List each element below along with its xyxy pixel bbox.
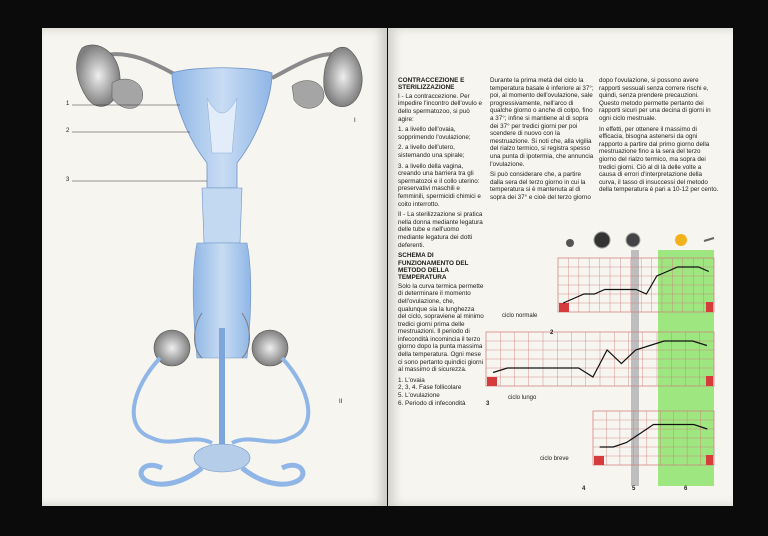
menses-block xyxy=(487,377,497,386)
number-6: 6 xyxy=(684,486,688,492)
ciclo-lungo-label: ciclo lungo xyxy=(508,395,537,401)
paragraph: 1. a livello dell'ovaia, sopprimendo l'ovulazione; xyxy=(398,126,471,141)
number-4: 4 xyxy=(582,486,586,492)
right-ovary xyxy=(324,47,362,106)
number-3: 3 xyxy=(486,401,490,407)
label-i: I xyxy=(354,118,356,124)
ciclo-normale-label: ciclo normale xyxy=(502,313,538,319)
ovary-icons-row xyxy=(566,232,714,248)
menses-block xyxy=(706,376,713,386)
right-ovary-lobe xyxy=(292,81,324,109)
paragraph: Durante la prima metà del ciclo la temperatura basale è inferiore ai 37°; poi, al momento dell'ovulazione, sale progressivamente, nell'arco di qualche giorno o anche di colpo, fino a 37°; infine si mantiene al di sopra dei 37° per tredici giorni per poi scendere di nuovo con la mestruazione. Si noti che, alla vigilia del rialzo termico, si registra spesso una punta di ipotermia, che annuncia l'ovulazione. xyxy=(490,77,594,168)
legend-item: 6. Periodo di infecondità xyxy=(398,399,466,407)
vagina xyxy=(202,188,242,243)
paragraph: II - La sterilizzazione si pratica nella donna mediante legatura delle tube e nell'uomo mediante legatura dei dotti deferenti. xyxy=(398,211,483,249)
left-vas-deferens xyxy=(134,358,212,443)
paragraph: 2. a livello dell'utero, sistemando una spirale; xyxy=(398,144,465,159)
menses-block xyxy=(559,303,569,312)
paragraph: 3. a livello della vagina, creando una barriera tra gli spermatozoi e il collo uterino: preservativi maschili e femminili, spermicidi chimici e coito interrotto. xyxy=(398,162,481,208)
right-page xyxy=(388,28,733,506)
sperm-icon xyxy=(704,238,714,241)
legend-item: 5. L'ovulazione xyxy=(398,392,440,400)
menses-block xyxy=(706,455,713,465)
right-vas-deferens xyxy=(232,358,308,443)
egg-icon xyxy=(675,234,687,246)
left-ovary-lobe xyxy=(112,79,143,108)
legend-item: 1. L'ovaia xyxy=(398,376,425,384)
label-2: 2 xyxy=(66,128,70,134)
number-2: 2 xyxy=(550,330,554,336)
temperature-charts xyxy=(388,28,733,506)
label-ii: II xyxy=(339,399,343,405)
label-1: 1 xyxy=(66,101,70,107)
legend-item: 2, 3, 4. Fase follicolare xyxy=(398,384,462,392)
menses-block xyxy=(706,302,713,312)
heading-temperature-method: SCHEMA DI FUNZIONAMENTO DEL METODO DELLA TEMPERATURA xyxy=(398,252,469,282)
prostate xyxy=(194,444,250,472)
ciclo-breve-label: ciclo breve xyxy=(540,456,569,462)
label-3: 3 xyxy=(66,177,70,183)
paragraph: dopo l'ovulazione, si possono avere rapporti sessuali senza correre rischi e, quindi, senza prendere precauzioni. Questo metodo permette pertanto dei rapporti sicuri per una decina di giorni in ogni ciclo mestruale. xyxy=(599,77,711,122)
number-5: 5 xyxy=(632,486,636,492)
paragraph: In effetti, per ottenere il massimo di efficacia, bisogna astenersi da ogni rapporto a partire dal primo giorno della mestruazione fino a la sera del terzo giorno del rialzo termico, ma sopra dei tredici giorni. Ciò al di là delle volte a causa di errori d'interpretazione della curva, il tasso di insuccessi del metodo della temperatura è pari a 10-12 per cento. xyxy=(599,125,719,194)
paragraph: I - La contraccezione. Per impedire l'incontro dell'ovulo e dello spermatozoo, si può agire: xyxy=(398,92,482,123)
ovary-stage-icon xyxy=(566,239,574,247)
left-page xyxy=(42,28,387,506)
menses-block xyxy=(594,456,604,465)
paragraph: Si può considerare che, a partire dalla sera del terzo giorno in cui la temperatura si è mantenuta al di sopra dei 37° e cioè del terzo giorno xyxy=(490,171,591,201)
paragraph: Solo la curva termica permette di determinare il momento dell'ovulazione, che, qualunque sia la lunghezza del ciclo, sopraviene al minimo tredici giorni prima delle mestruazioni. Il periodo di infecondità incomincia il terzo giorno dopo la punta massima della temperatura. Ogni mese ci sono pertanto quindici giorni al massimo di sicurezza. xyxy=(398,282,484,374)
heading-contraception: CONTRACCEZIONE E STERILIZZAZIONE xyxy=(398,77,465,92)
reproductive-anatomy-illustration xyxy=(42,28,387,506)
ovulation-icon xyxy=(626,233,640,247)
follicle-icon xyxy=(594,232,610,248)
